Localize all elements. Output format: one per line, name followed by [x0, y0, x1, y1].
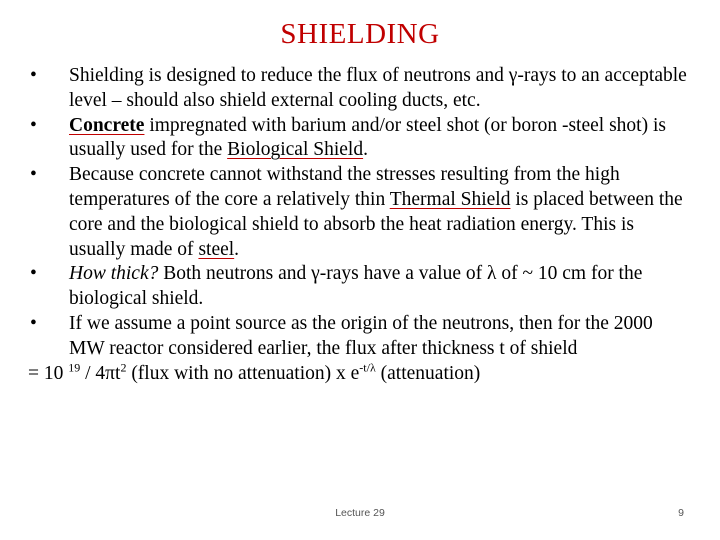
slide-title: SHIELDING	[280, 18, 440, 50]
bullet-item	[28, 163, 688, 262]
thermal-shield-term: Thermal Shield	[389, 188, 511, 210]
flux-formula	[28, 362, 688, 387]
bullet-marker: •	[30, 114, 37, 136]
bullet-item	[28, 262, 688, 312]
formula-part: (attenuation)	[375, 362, 481, 384]
bullet-text: Shielding is designed to reduce the flux of neutrons and γ-rays to an acceptable level – should also shield external cooling ducts, etc.	[69, 65, 687, 111]
formula-part: / 4πt	[80, 362, 121, 384]
bullet-text: is placed between the core and the biological shield to absorb the heat radiation energy. This is usually made of	[69, 188, 683, 260]
bullet-marker: •	[30, 164, 37, 186]
bullet-text: Because concrete cannot withstand the stresses resulting from the high temperatures of the core a relatively thin	[69, 164, 620, 210]
steel-term: steel	[198, 238, 235, 260]
bullet-item	[28, 312, 688, 362]
bullet-text: .	[234, 238, 240, 260]
formula-part: = 10	[28, 362, 69, 384]
concrete-term: Concrete	[69, 114, 145, 136]
formula-exponent: -t/λ	[359, 360, 376, 375]
formula-exponent: 2	[120, 360, 127, 375]
slide-body	[28, 64, 688, 386]
biological-shield-term: Biological Shield	[227, 139, 364, 161]
bullet-text: If we assume a point source as the origin of the neutrons, then for the 2000 MW reactor considered earlier, the flux after thickness t of shield	[69, 312, 653, 359]
bullet-item	[28, 64, 688, 114]
bullet-text: Both neutrons and γ-rays have a value of λ of ~ 10 cm for the biological shield.	[69, 263, 643, 310]
bullet-marker: •	[30, 263, 37, 285]
bullet-text: .	[363, 139, 368, 161]
formula-part: (flux with no attenuation) x e	[126, 362, 360, 384]
bullet-item	[28, 114, 688, 164]
footer-lecture: Lecture 29	[335, 507, 385, 519]
bullet-marker: •	[30, 65, 37, 86]
page-number: 9	[678, 507, 684, 519]
bullet-list	[28, 64, 688, 362]
bullet-text: impregnated with barium and/or steel shot (or boron -steel shot) is usually used for the	[69, 114, 666, 161]
formula-exponent: 19	[68, 360, 81, 375]
bullet-marker: •	[30, 312, 37, 334]
how-thick-question: How thick?	[69, 263, 159, 285]
